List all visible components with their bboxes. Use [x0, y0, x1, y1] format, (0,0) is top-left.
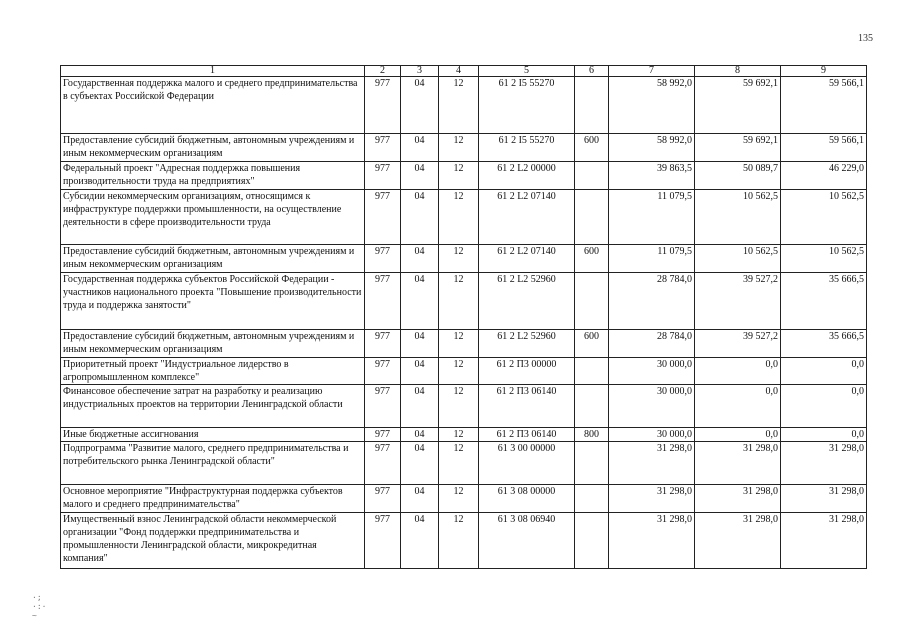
cell-expense-type	[575, 190, 609, 245]
table-row	[61, 485, 867, 513]
table-row	[61, 77, 867, 134]
row-name-cell: Финансовое обеспечение затрат на разработку и реализацию индустриальных проектов на территории Ленинградской области	[61, 385, 365, 428]
row-name-cell: Государственная поддержка субъектов Российской Федерации - участников национального проекта "Повышение производительности труда и поддержка занятости"	[61, 273, 365, 330]
cell-amount-col7: 28 784,0	[609, 273, 695, 330]
table-row	[61, 273, 867, 330]
cell-col2: 977	[365, 513, 401, 569]
row-name-cell: Подпрограмма "Развитие малого, среднего предпринимательства и потребительского рынка Ленинградской области"	[61, 442, 365, 485]
row-name-cell: Федеральный проект "Адресная поддержка повышения производительности труда на предприятиях"	[61, 162, 365, 190]
row-name-cell: Основное мероприятие "Инфраструктурная поддержка субъектов малого и среднего предпринимательства"	[61, 485, 365, 513]
cell-col3: 04	[401, 358, 439, 385]
cell-amount-col8: 0,0	[695, 385, 781, 428]
cell-expense-type	[575, 358, 609, 385]
cell-amount-col9: 10 562,5	[781, 190, 867, 245]
cell-amount-col8: 31 298,0	[695, 442, 781, 485]
cell-expense-type: 600	[575, 245, 609, 273]
cell-amount-col8: 59 692,1	[695, 134, 781, 162]
cell-amount-col9: 0,0	[781, 385, 867, 428]
cell-amount-col8: 31 298,0	[695, 513, 781, 569]
cell-col2: 977	[365, 77, 401, 134]
cell-col4: 12	[439, 513, 479, 569]
header-cell: 5	[479, 66, 575, 77]
cell-target-code: 61 2 I5 55270	[479, 77, 575, 134]
table-header-row	[61, 66, 867, 77]
cell-col3: 04	[401, 330, 439, 358]
cell-amount-col9: 31 298,0	[781, 442, 867, 485]
row-name-cell: Государственная поддержка малого и среднего предпринимательства в субъектах Российской Федерации	[61, 77, 365, 134]
cell-amount-col8: 31 298,0	[695, 485, 781, 513]
cell-amount-col7: 58 992,0	[609, 134, 695, 162]
cell-col4: 12	[439, 385, 479, 428]
header-cell: 6	[575, 66, 609, 77]
cell-col4: 12	[439, 162, 479, 190]
cell-amount-col9: 35 666,5	[781, 330, 867, 358]
cell-amount-col7: 30 000,0	[609, 428, 695, 442]
table-row	[61, 442, 867, 485]
row-name-cell: Иные бюджетные ассигнования	[61, 428, 365, 442]
cell-col2: 977	[365, 330, 401, 358]
row-name-cell: Субсидии некоммерческим организациям, относящимся к инфраструктуре поддержки промышленности, на осуществление деятельности в сфере производительности труда	[61, 190, 365, 245]
cell-expense-type	[575, 162, 609, 190]
cell-col4: 12	[439, 442, 479, 485]
header-cell: 1	[61, 66, 365, 77]
cell-target-code: 61 2 П3 06140	[479, 385, 575, 428]
page-number: 135	[858, 33, 873, 44]
cell-col4: 12	[439, 428, 479, 442]
cell-amount-col7: 31 298,0	[609, 442, 695, 485]
cell-amount-col8: 50 089,7	[695, 162, 781, 190]
cell-col2: 977	[365, 428, 401, 442]
header-cell: 9	[781, 66, 867, 77]
cell-amount-col8: 0,0	[695, 428, 781, 442]
cell-col2: 977	[365, 134, 401, 162]
table-row	[61, 190, 867, 245]
header-cell: 8	[695, 66, 781, 77]
cell-col2: 977	[365, 485, 401, 513]
cell-expense-type	[575, 513, 609, 569]
cell-target-code: 61 2 П3 00000	[479, 358, 575, 385]
row-name-cell: Предоставление субсидий бюджетным, автономным учреждениям и иным некоммерческим организациям	[61, 245, 365, 273]
cell-target-code: 61 3 08 06940	[479, 513, 575, 569]
cell-col2: 977	[365, 245, 401, 273]
cell-amount-col9: 35 666,5	[781, 273, 867, 330]
cell-expense-type: 600	[575, 134, 609, 162]
table-row	[61, 330, 867, 358]
cell-col4: 12	[439, 330, 479, 358]
cell-target-code: 61 2 L2 07140	[479, 190, 575, 245]
cell-expense-type	[575, 77, 609, 134]
cell-amount-col9: 0,0	[781, 428, 867, 442]
cell-amount-col7: 30 000,0	[609, 358, 695, 385]
cell-col3: 04	[401, 513, 439, 569]
cell-expense-type: 800	[575, 428, 609, 442]
cell-amount-col7: 30 000,0	[609, 385, 695, 428]
cell-amount-col9: 46 229,0	[781, 162, 867, 190]
cell-col2: 977	[365, 273, 401, 330]
cell-col2: 977	[365, 190, 401, 245]
cell-col3: 04	[401, 190, 439, 245]
cell-amount-col7: 39 863,5	[609, 162, 695, 190]
cell-target-code: 61 2 L2 52960	[479, 330, 575, 358]
cell-col3: 04	[401, 442, 439, 485]
cell-col4: 12	[439, 485, 479, 513]
cell-expense-type: 600	[575, 330, 609, 358]
cell-amount-col8: 39 527,2	[695, 273, 781, 330]
cell-col4: 12	[439, 273, 479, 330]
cell-amount-col9: 31 298,0	[781, 513, 867, 569]
row-name-cell: Имущественный взнос Ленинградской области некоммерческой организации "Фонд поддержки предпринимательства и промышленности Ленинградской области, микрокредитная компания"	[61, 513, 365, 569]
header-cell: 7	[609, 66, 695, 77]
cell-amount-col8: 59 692,1	[695, 77, 781, 134]
cell-amount-col9: 59 566,1	[781, 134, 867, 162]
header-cell: 4	[439, 66, 479, 77]
cell-amount-col7: 28 784,0	[609, 330, 695, 358]
table-row	[61, 385, 867, 428]
cell-amount-col9: 10 562,5	[781, 245, 867, 273]
cell-amount-col8: 10 562,5	[695, 245, 781, 273]
cell-expense-type	[575, 485, 609, 513]
cell-target-code: 61 2 L2 00000	[479, 162, 575, 190]
row-name-cell: Предоставление субсидий бюджетным, автономным учреждениям и иным некоммерческим организациям	[61, 134, 365, 162]
cell-col3: 04	[401, 273, 439, 330]
margin-stamp: ·; ·:· ~	[32, 593, 47, 620]
cell-amount-col7: 58 992,0	[609, 77, 695, 134]
cell-col4: 12	[439, 358, 479, 385]
cell-col4: 12	[439, 245, 479, 273]
table-row	[61, 245, 867, 273]
cell-amount-col9: 31 298,0	[781, 485, 867, 513]
cell-col4: 12	[439, 190, 479, 245]
cell-amount-col9: 59 566,1	[781, 77, 867, 134]
table-row	[61, 428, 867, 442]
cell-col3: 04	[401, 77, 439, 134]
cell-target-code: 61 2 I5 55270	[479, 134, 575, 162]
cell-amount-col8: 39 527,2	[695, 330, 781, 358]
cell-col3: 04	[401, 134, 439, 162]
header-cell: 2	[365, 66, 401, 77]
cell-col2: 977	[365, 358, 401, 385]
table-row	[61, 134, 867, 162]
cell-target-code: 61 3 00 00000	[479, 442, 575, 485]
table-row	[61, 358, 867, 385]
cell-col3: 04	[401, 385, 439, 428]
cell-col3: 04	[401, 162, 439, 190]
cell-col2: 977	[365, 385, 401, 428]
cell-col4: 12	[439, 134, 479, 162]
cell-amount-col7: 31 298,0	[609, 513, 695, 569]
table-row	[61, 513, 867, 569]
cell-expense-type	[575, 442, 609, 485]
cell-amount-col7: 31 298,0	[609, 485, 695, 513]
cell-amount-col8: 10 562,5	[695, 190, 781, 245]
row-name-cell: Предоставление субсидий бюджетным, автономным учреждениям и иным некоммерческим организациям	[61, 330, 365, 358]
cell-target-code: 61 2 L2 07140	[479, 245, 575, 273]
cell-target-code: 61 3 08 00000	[479, 485, 575, 513]
cell-amount-col9: 0,0	[781, 358, 867, 385]
cell-col3: 04	[401, 485, 439, 513]
cell-expense-type	[575, 385, 609, 428]
cell-expense-type	[575, 273, 609, 330]
header-cell: 3	[401, 66, 439, 77]
table-row	[61, 162, 867, 190]
cell-target-code: 61 2 П3 06140	[479, 428, 575, 442]
cell-amount-col7: 11 079,5	[609, 245, 695, 273]
cell-col2: 977	[365, 162, 401, 190]
cell-col3: 04	[401, 245, 439, 273]
budget-table	[60, 65, 867, 569]
cell-amount-col8: 0,0	[695, 358, 781, 385]
row-name-cell: Приоритетный проект "Индустриальное лидерство в агропромышленном комплексе"	[61, 358, 365, 385]
cell-col4: 12	[439, 77, 479, 134]
cell-amount-col7: 11 079,5	[609, 190, 695, 245]
cell-col2: 977	[365, 442, 401, 485]
cell-target-code: 61 2 L2 52960	[479, 273, 575, 330]
cell-col3: 04	[401, 428, 439, 442]
